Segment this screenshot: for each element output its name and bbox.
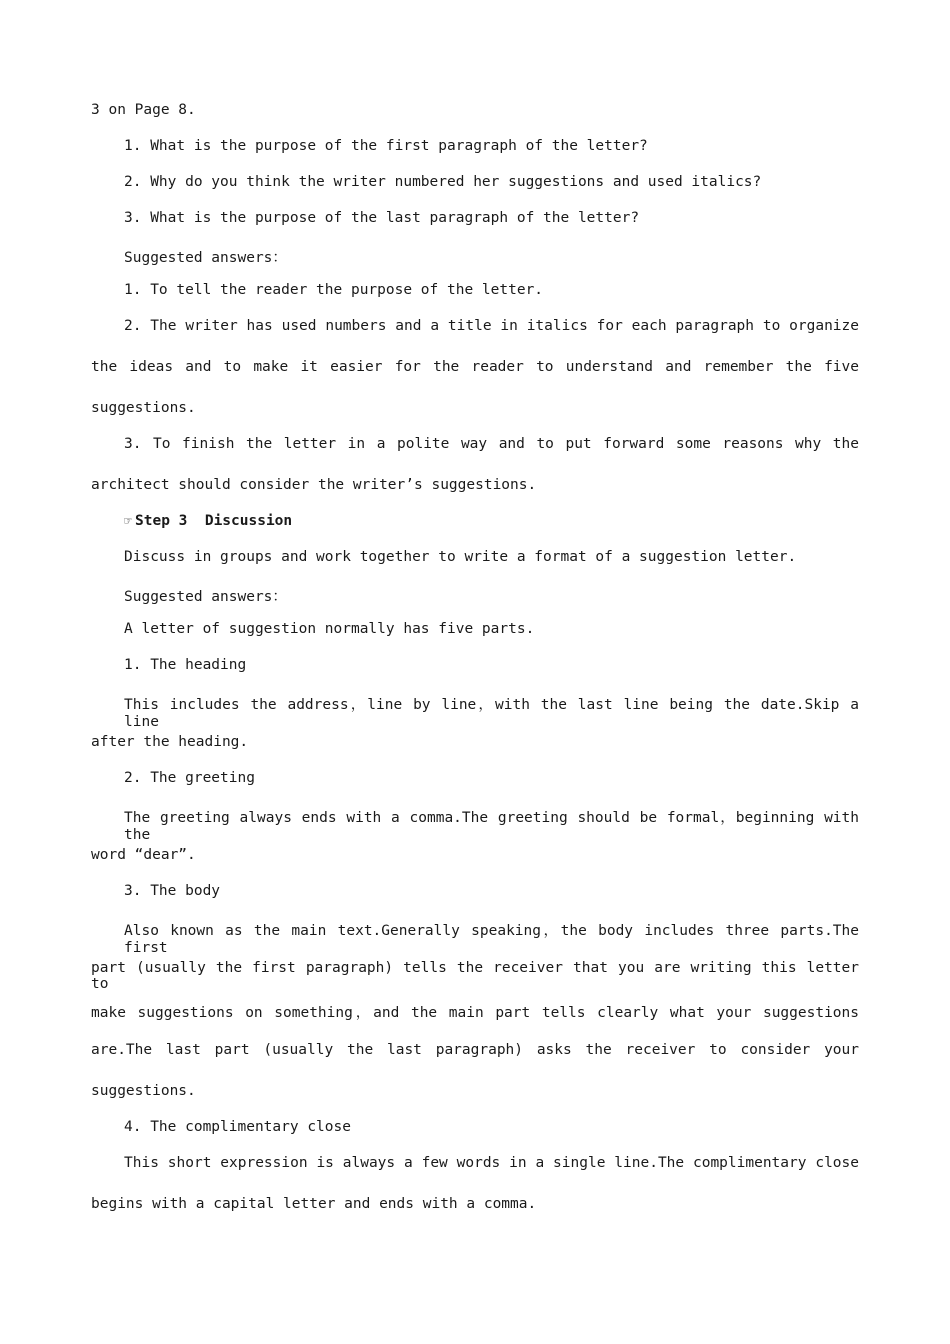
part-1-title: 1. The heading (124, 657, 247, 673)
part-4-title: 4. The complimentary close (124, 1119, 351, 1135)
text-line: 3 on Page 8. (91, 102, 196, 118)
part-4-line-2: begins with a capital letter and ends with a comma. (91, 1196, 537, 1212)
part-3-line-3: make suggestions on something，and the main part tells clearly what your suggestions (91, 1005, 859, 1021)
answer-2-line-3: suggestions. (91, 400, 196, 416)
step-3-heading (124, 513, 292, 529)
part-1-line-2: after the heading. (91, 734, 249, 750)
suggested-answers-label: Suggested answers： (124, 250, 287, 266)
question-1: 1. What is the purpose of the first paragraph of the letter? (124, 138, 648, 154)
part-3-line-1: Also known as the main text.Generally speaking，the body includes three parts.The first (124, 923, 859, 956)
part-1-line-1: This includes the address，line by line，with the last line being the date.Skip a line (124, 697, 859, 730)
answer-2-line-2: the ideas and to make it easier for the reader to understand and remember the five (91, 359, 859, 375)
suggested-answers-label: Suggested answers： (124, 589, 287, 605)
part-4-line-1: This short expression is always a few words in a single line.The complimentary close (124, 1155, 859, 1171)
answer-2-line-1: 2. The writer has used numbers and a title in italics for each paragraph to organize (124, 318, 859, 334)
part-3-title: 3. The body (124, 883, 221, 899)
part-3-line-4: are.The last part (usually the last paragraph) asks the receiver to consider your (91, 1042, 859, 1058)
pointing-hand-icon: ☞ (124, 513, 132, 529)
answer-3-line-2: architect should consider the writer’s suggestions. (91, 477, 537, 493)
part-2-line-1: The greeting always ends with a comma.The greeting should be formal，beginning with the (124, 810, 859, 843)
answer-3-line-1: 3. To finish the letter in a polite way and to put forward some reasons why the (124, 436, 859, 452)
part-3-line-2: part (usually the first paragraph) tells the receiver that you are writing this letter to (91, 960, 859, 992)
discussion-instruction: Discuss in groups and work together to write a format of a suggestion letter. (124, 549, 797, 565)
question-3: 3. What is the purpose of the last paragraph of the letter? (124, 210, 640, 226)
answer-1: 1. To tell the reader the purpose of the letter. (124, 282, 544, 298)
question-2: 2. Why do you think the writer numbered her suggestions and used italics? (124, 174, 762, 190)
part-2-title: 2. The greeting (124, 770, 255, 786)
part-3-line-5: suggestions. (91, 1083, 196, 1099)
step-3-title: Step 3 Discussion (135, 513, 293, 529)
text-line: A letter of suggestion normally has five parts. (124, 621, 535, 637)
part-2-line-2: word “dear”. (91, 847, 196, 863)
